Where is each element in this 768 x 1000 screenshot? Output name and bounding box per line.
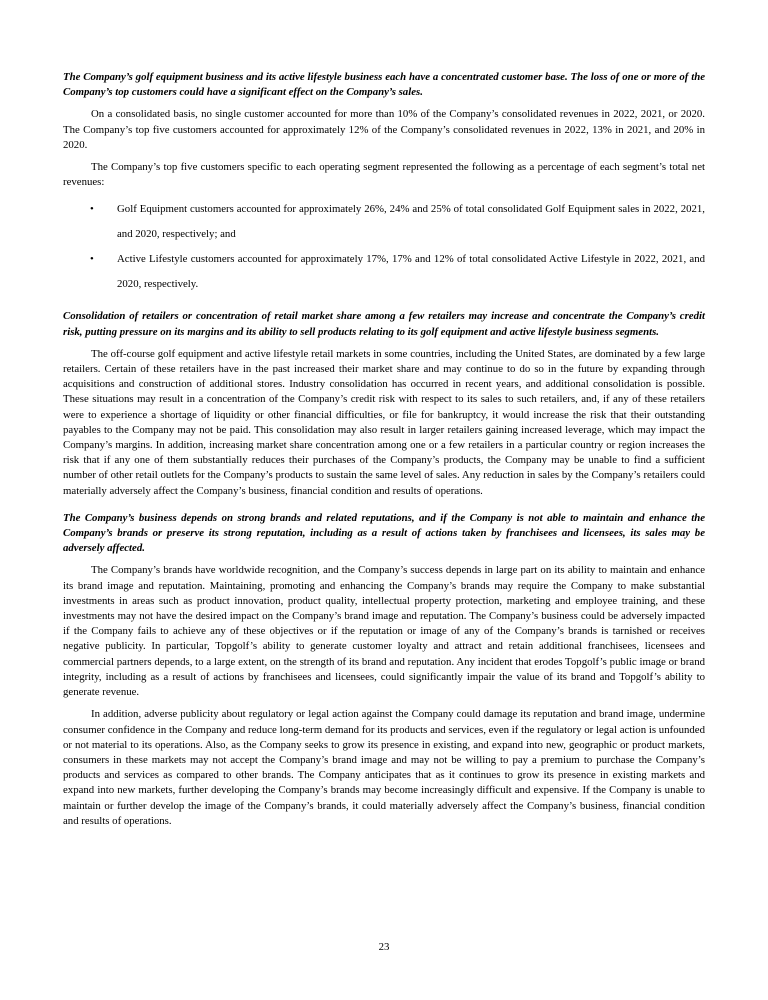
- risk-heading-brands: The Company’s business depends on strong brands and related reputations, and if the Company is not able to maintain and enhance the Company’s brands or preserve its strong reputation, including as a result of actions taken by franchisees and licensees, its sales may be adversely affected.: [63, 511, 705, 555]
- list-item: [63, 247, 705, 297]
- paragraph-consolidated-basis: On a consolidated basis, no single customer accounted for more than 10% of the Company’s consolidated revenues in 2022, 2021, or 2020. The Company’s top five customers accounted for approximately 12% of the Company’s consolidated revenues in 2022, 13% in 2021, and 20% in 2020.: [63, 108, 705, 151]
- bullet-golf-equipment: Golf Equipment customers accounted for approximately 26%, 24% and 25% of total consolidated Golf Equipment sales in 2022, 2021, and 2020, respectively; and: [117, 203, 705, 241]
- bullet-list: [63, 197, 705, 297]
- paragraph-adverse-publicity: In addition, adverse publicity about regulatory or legal action against the Company could damage its reputation and brand image, undermine consumer confidence in the Company and reduce long-term demand for its products and services, even if the regulatory or legal action is unfounded or not material to its operations. Also, as the Company seeks to grow its presence in existing, and expand into new, geographic or product markets, consumers in these markets may not accept the Company’s brand image and may not be willing to pay a premium to purchase the Company’s products and services as compared to other brands. The Company anticipates that as it continues to grow its presence in existing markets and expand into new markets, further developing the Company’s brands may become increasingly difficult and expensive. If the Company is unable to maintain or further develop the image of the Company’s brands, it could materially adversely affect the Company’s business, financial condition and results of operations.: [63, 708, 705, 827]
- bullet-icon: •: [90, 253, 94, 266]
- bullet-icon: •: [90, 203, 94, 216]
- paragraph-off-course: The off-course golf equipment and active lifestyle retail markets in some countries, including the United States, are dominated by a few large retailers. Certain of these retailers have in the past increased their market share and may continue to do so in the future by expanding through acquisitions and construction of additional stores. Industry consolidation has occurred in recent years, and additional consolidation is possible. These situations may result in a concentration of the Company’s credit risk with respect to its sales to such retailers, and, if any of these retailers were to experience a shortage of liquidity or other financial difficulties, or file for bankruptcy, it would increase the risk that their outstanding payables to the Company may not be paid. This consolidation may also result in larger retailers gaining increased leverage, which may impact the Company’s margins. In addition, increasing market share concentration among one or a few retailers in a particular country or region increases the risk that if any one of them substantially reduces their purchases of the Company’s products, the Company may be unable to find a sufficient number of other retail outlets for the Company’s products to sustain the same level of sales. Any reduction in sales by the Company’s retailers could materially adversely affect the Company’s business, financial condition and results of operations.: [63, 347, 705, 497]
- page-number: 23: [378, 941, 390, 953]
- risk-heading-customer-base: The Company’s golf equipment business and its active lifestyle business each have a concentrated customer base. The loss of one or more of the Company’s top customers could have a significant effect on the Company’s sales.: [63, 71, 705, 99]
- risk-heading-consolidation: Consolidation of retailers or concentration of retail market share among a few retailers may increase and concentrate the Company’s credit risk, putting pressure on its margins and its ability to sell products relating to its golf equipment and active lifestyle business segments.: [63, 310, 705, 338]
- bullet-active-lifestyle: Active Lifestyle customers accounted for approximately 17%, 17% and 12% of total consolidated Active Lifestyle in 2022, 2021, and 2020, respectively.: [117, 253, 705, 291]
- paragraph-top-five-intro: The Company’s top five customers specific to each operating segment represented the following as a percentage of each segment’s total net revenues:: [63, 161, 705, 189]
- list-item: [63, 197, 705, 247]
- paragraph-brands-recognition: The Company’s brands have worldwide recognition, and the Company’s success depends in large part on its ability to maintain and enhance its brand image and reputation. Maintaining, promoting and enhancing the Company’s brands may require the Company to make substantial investments in areas such as product innovation, product quality, intellectual property protection, marketing and employee training, and these investments may not have the desired impact on the Company’s brand image and reputation. The Company’s business could be adversely impacted if the Company fails to achieve any of these objectives or if the reputation or image of any of the Company’s brands is tarnished or receives negative publicity. In particular, Topgolf’s ability to generate customer loyalty and attract and retain additional franchisees, licensees and commercial partners depends, to a large extent, on the strength of its brand and reputation. Any incident that erodes Topgolf’s public image or brand integrity, including as a result of actions by franchisees and licensees, could significantly impair the value of its brand and Topgolf’s ability to generate revenue.: [63, 564, 705, 699]
